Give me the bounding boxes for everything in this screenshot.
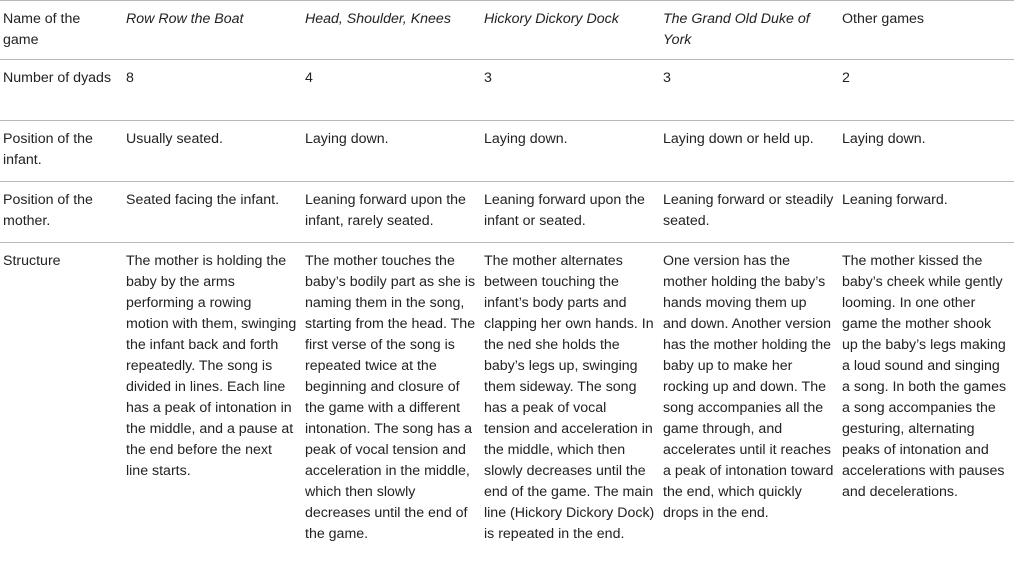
dyads-3: 3 bbox=[484, 70, 492, 86]
row-label-infant: Position of the infant. bbox=[3, 131, 93, 168]
mother-2: Leaning forward upon the infant, rarely seated. bbox=[305, 192, 466, 229]
infant-2: Laying down. bbox=[305, 131, 389, 147]
table-row-name bbox=[0, 1, 1014, 60]
row-label-mother: Position of the mother. bbox=[3, 192, 93, 229]
structure-5: The mother kissed the baby’s cheek while gently looming. In one other game the mother shook up the baby’s legs making a loud sound and singing a song. In both the games a song accompanies the gesturing, alternating peaks of intonation and accelerations with pauses and decelerations. bbox=[842, 253, 1007, 500]
table-row-dyads bbox=[0, 60, 1014, 121]
game-name-3: Hickory Dickory Dock bbox=[484, 11, 619, 27]
dyads-4: 3 bbox=[663, 70, 671, 86]
structure-2: The mother touches the baby’s bodily part as she is naming them in the song, starting from the head. The first verse of the song is repeated twice at the beginning and closure of the game with a different intonation. The song has a peak of vocal tension and acceleration in the middle, which then slowly decreases until the end of the game. bbox=[305, 253, 476, 542]
structure-1: The mother is holding the baby by the arms performing a rowing motion with them, swinging the infant back and forth repeatedly. The song is divided in lines. Each line has a peak of intonation in the middle, and a pause at the end before the next line starts. bbox=[126, 253, 297, 479]
structure-3: The mother alternates between touching the infant’s body parts and clapping her own hands. In the ned she holds the baby’s legs up, swinging them sideway. The song has a peak of vocal tension and acceleration in the middle, which then slowly decreases until the end of the game. The main line (Hickory Dickory Dock) is repeated in the end. bbox=[484, 253, 655, 542]
game-name-5: Other games bbox=[842, 11, 925, 27]
dyads-1: 8 bbox=[126, 70, 134, 86]
infant-5: Laying down. bbox=[842, 131, 926, 147]
game-name-1: Row Row the Boat bbox=[126, 11, 244, 27]
row-label-name: Name of the game bbox=[3, 11, 81, 48]
mother-5: Leaning forward. bbox=[842, 192, 948, 208]
table-row-structure bbox=[0, 243, 1014, 551]
game-name-2: Head, Shoulder, Knees bbox=[305, 11, 451, 27]
mother-3: Leaning forward upon the infant or seated. bbox=[484, 192, 645, 229]
mother-1: Seated facing the infant. bbox=[126, 192, 280, 208]
row-label-structure: Structure bbox=[3, 253, 61, 269]
infant-3: Laying down. bbox=[484, 131, 568, 147]
table-row-mother bbox=[0, 182, 1014, 243]
structure-4: One version has the mother holding the baby’s hands moving them up and down. Another version has the mother holding the baby up to make her rocking up and down. The song accompanies all the game through, and accelerates until it reaches a peak of intonation toward the end, which quickly drops in the end. bbox=[663, 253, 834, 521]
table-row-infant bbox=[0, 121, 1014, 182]
game-name-4: The Grand Old Duke of York bbox=[663, 11, 810, 48]
mother-4: Leaning forward or steadily seated. bbox=[663, 192, 834, 229]
infant-1: Usually seated. bbox=[126, 131, 223, 147]
infant-4: Laying down or held up. bbox=[663, 131, 814, 147]
dyads-5: 2 bbox=[842, 70, 850, 86]
row-label-dyads: Number of dyads bbox=[3, 70, 112, 86]
dyads-2: 4 bbox=[305, 70, 313, 86]
